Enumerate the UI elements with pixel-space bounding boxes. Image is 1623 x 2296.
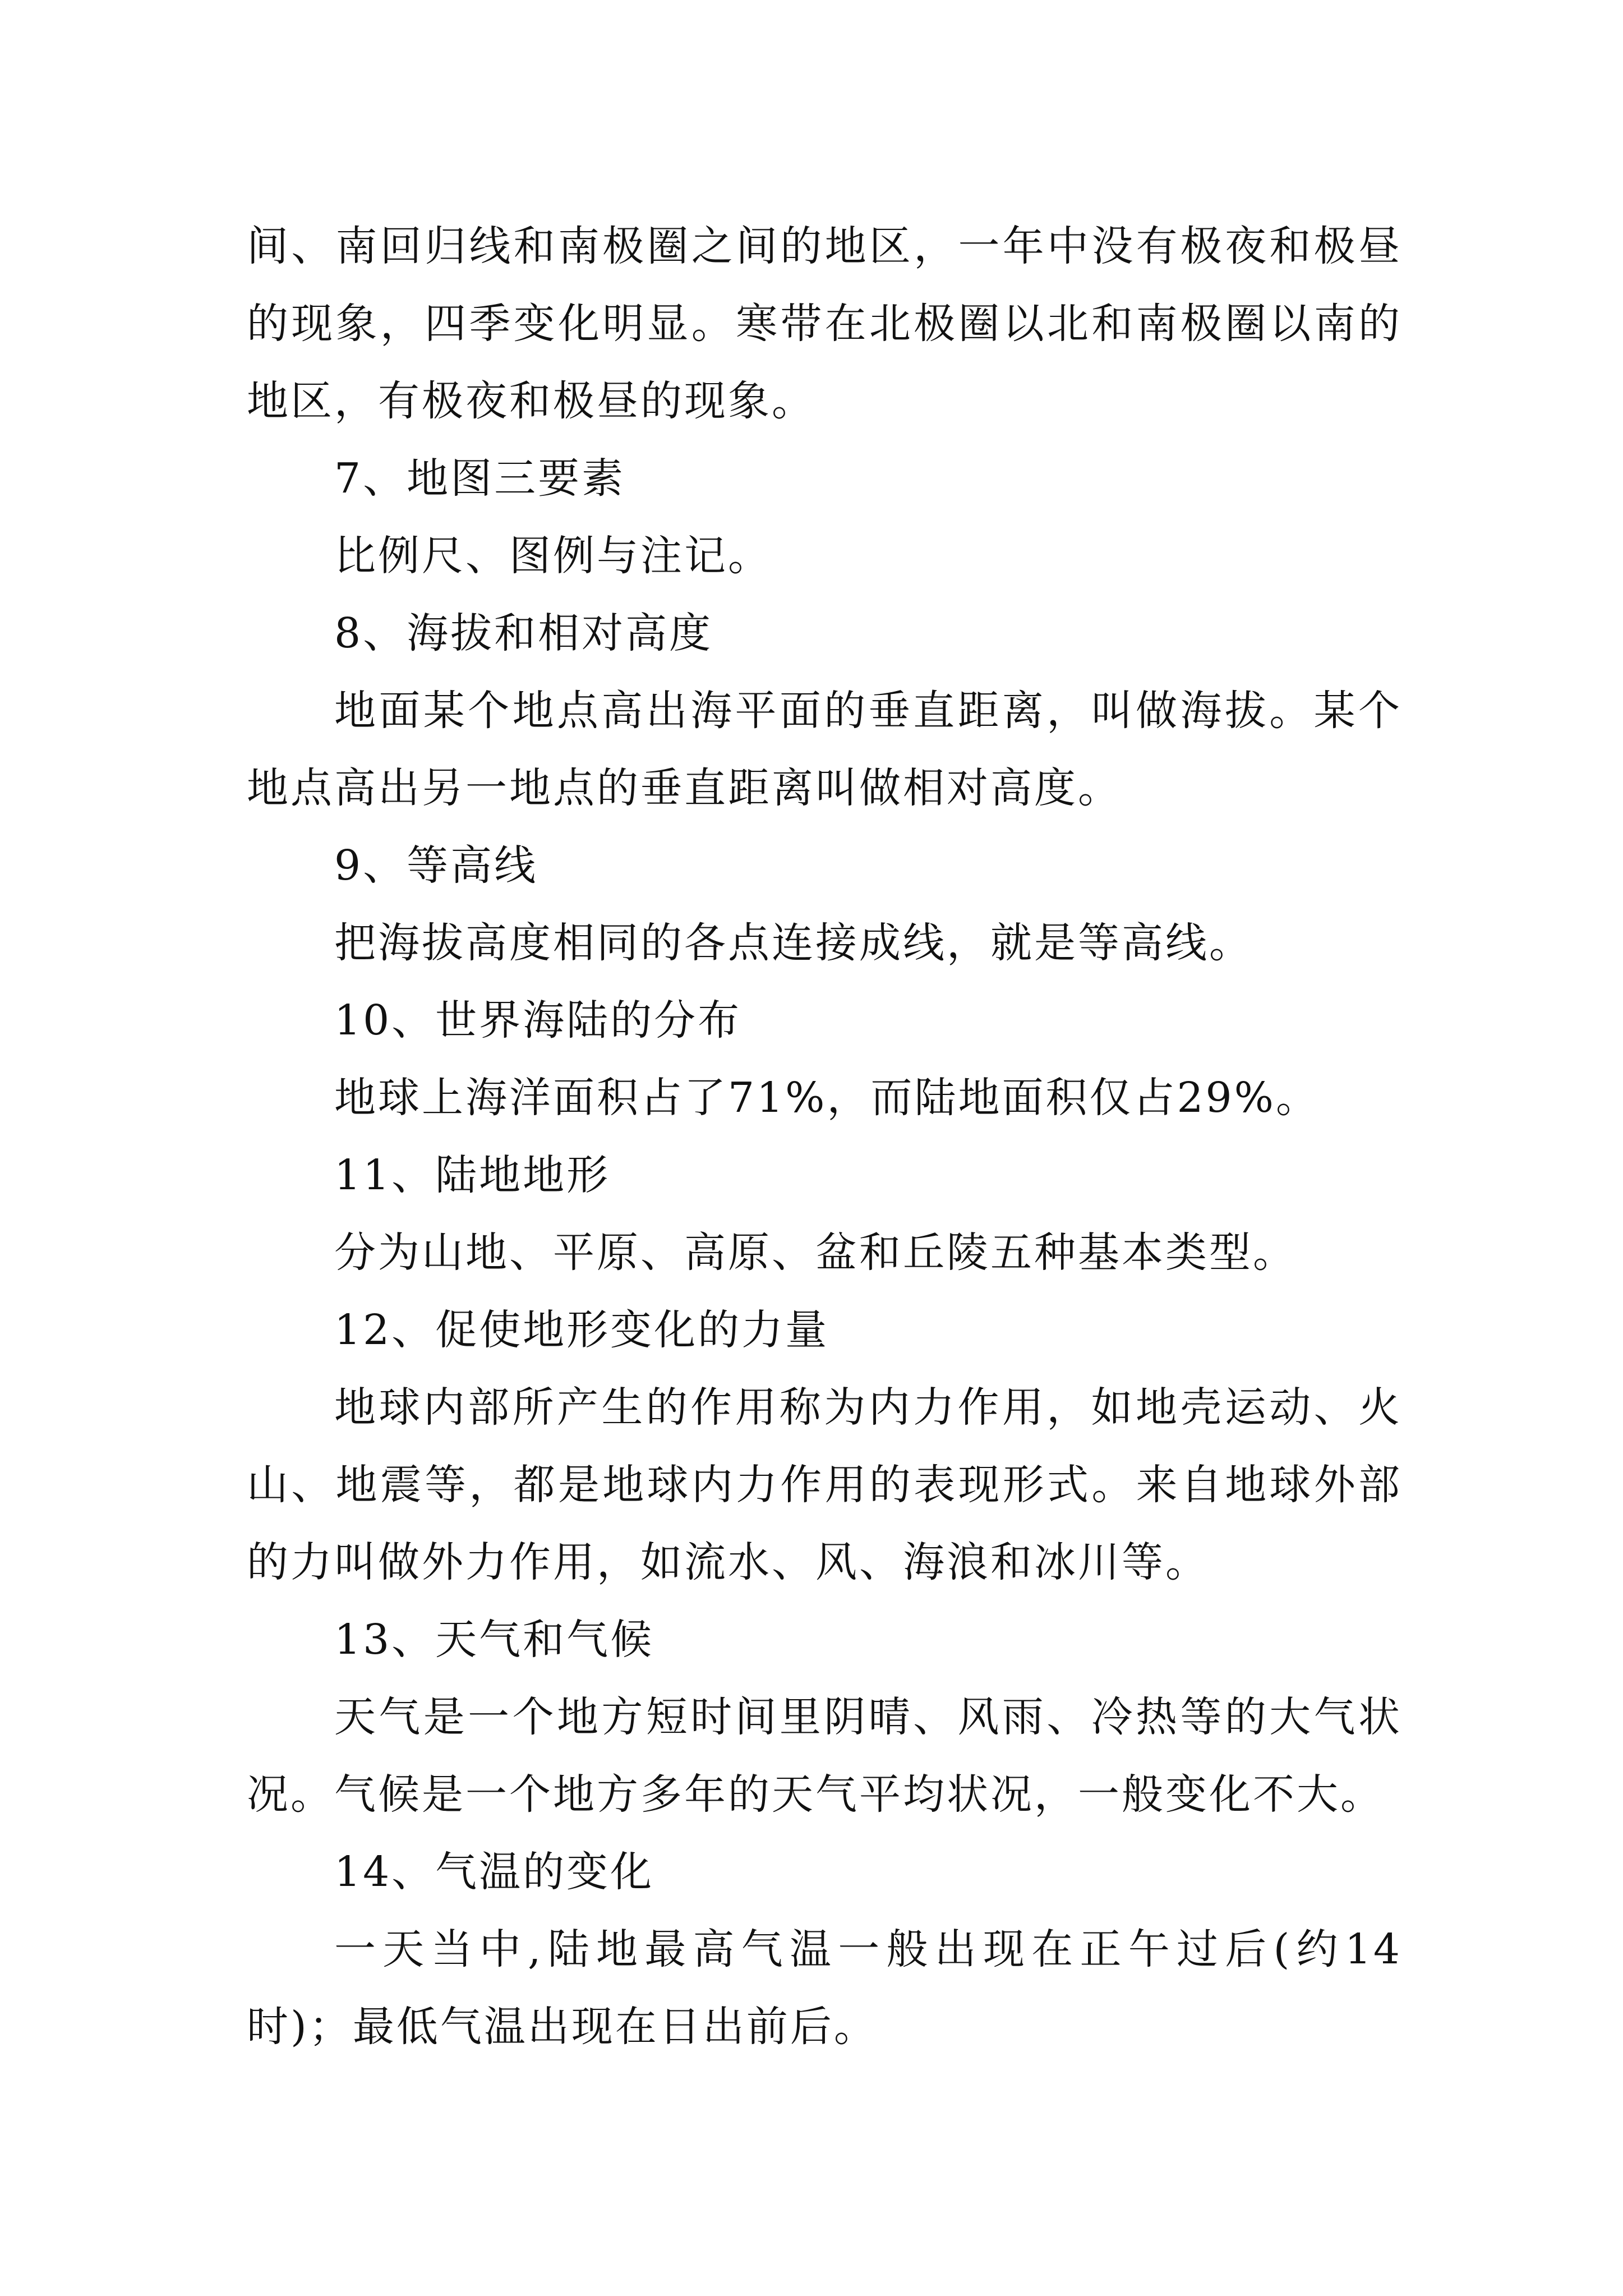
paragraph-climate-zones: 间、南回归线和南极圈之间的地区，一年中没有极夜和极昼的现象，四季变化明显。寒带在北极圈以北和南极圈以南的地区，有极夜和极昼的现象。 bbox=[247, 222, 1402, 425]
section-heading-10: 10、世界海陆的分布 bbox=[334, 996, 742, 1045]
paragraph-altitude: 地面某个地点高出海平面的垂直距离，叫做海拔。某个地点高出另一地点的垂直距离叫做相对高度。 bbox=[247, 687, 1402, 812]
section-heading-8: 8、海拔和相对高度 bbox=[334, 609, 713, 657]
document-page bbox=[247, 208, 1402, 2065]
section-heading-12: 12、促使地形变化的力量 bbox=[334, 1306, 829, 1354]
paragraph-land-sea: 地球上海洋面积占了71%，而陆地面积仅占29%。 bbox=[334, 1074, 1320, 1122]
paragraph-terrain-forces: 地球内部所产生的作用称为内力作用，如地壳运动、火山、地震等，都是地球内力作用的表现形式。来自地球外部的力叫做外力作用，如流水、风、海浪和冰川等。 bbox=[247, 1383, 1402, 1586]
paragraph-contour-lines: 把海拔高度相同的各点连接成线，就是等高线。 bbox=[334, 919, 1253, 967]
paragraph-map-elements: 比例尺、图例与注记。 bbox=[334, 532, 772, 580]
section-heading-11: 11、陆地地形 bbox=[334, 1151, 611, 1199]
section-heading-13: 13、天气和气候 bbox=[334, 1616, 654, 1664]
section-heading-9: 9、等高线 bbox=[334, 841, 538, 890]
paragraph-temperature-change: 一天当中,陆地最高气温一般出现在正午过后(约14时)；最低气温出现在日出前后。 bbox=[247, 1925, 1402, 2051]
section-heading-7: 7、地图三要素 bbox=[334, 454, 626, 503]
paragraph-landforms: 分为山地、平原、高原、盆和丘陵五种基本类型。 bbox=[334, 1228, 1297, 1277]
paragraph-weather-climate: 天气是一个地方短时间里阴晴、风雨、冷热等的大气状况。气候是一个地方多年的天气平均状况，一般变化不大。 bbox=[247, 1693, 1402, 1819]
section-heading-14: 14、气温的变化 bbox=[334, 1848, 654, 1896]
